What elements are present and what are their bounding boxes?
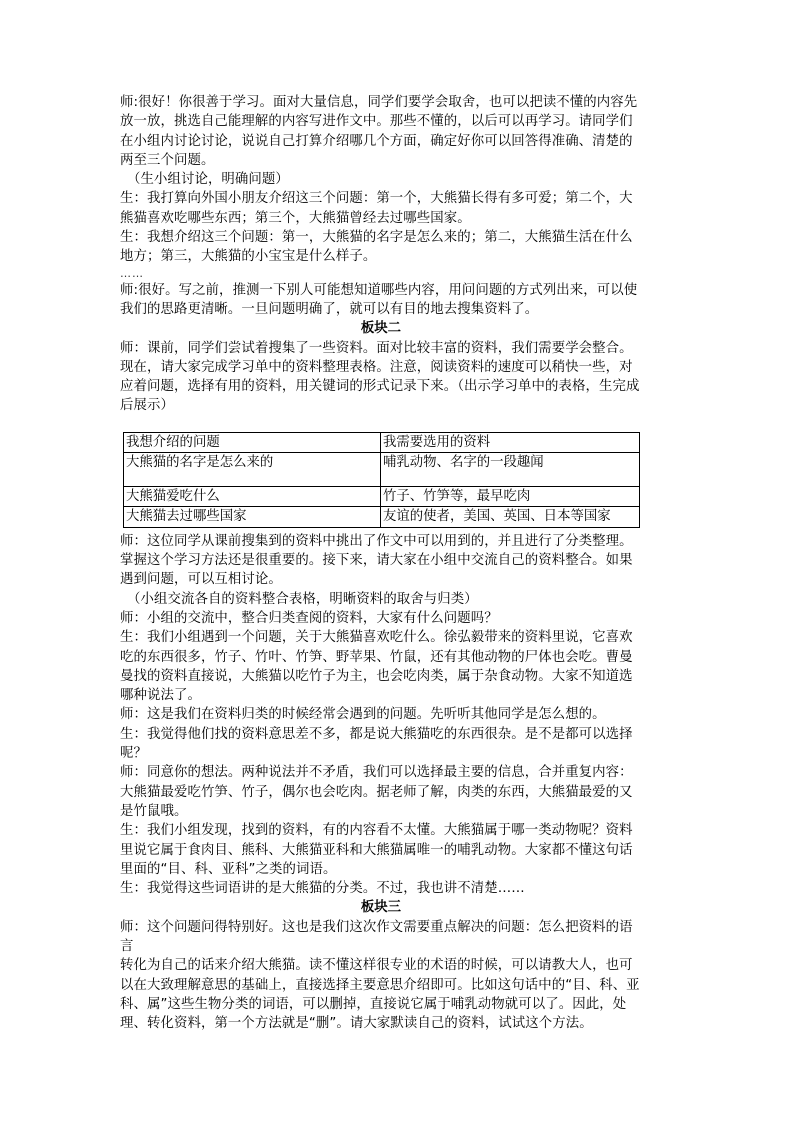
document-body xyxy=(120,93,642,1033)
teacher-paragraph: 师：这个问题问得特别好。这也是我们这次作文需要重点解决的问题：怎么把资料的语言 xyxy=(120,919,633,954)
material-table-wrapper xyxy=(123,432,640,528)
student-paragraph: 生：我想介绍这三个问题：第一，大熊猫的名字是怎么来的；第二，大熊猫生活在什么地方；第三，大熊猫的小宝宝是什么样子。 xyxy=(120,230,633,265)
table-header-row xyxy=(124,432,640,452)
section-heading-3: 板块三 xyxy=(360,900,402,916)
table-cell: 竹子、竹笋等，最早吃肉 xyxy=(381,486,640,506)
material-table xyxy=(123,432,640,528)
table-row xyxy=(124,486,640,506)
teacher-paragraph: 师:很好。写之前，推测一下别人可能想知道哪些内容，用问问题的方式列出来，可以使我们的思路更清晰。一旦问题明确了，就可以有目的地去搜集资料了。 xyxy=(120,282,638,317)
table-header-cell: 我想介绍的问题 xyxy=(124,432,381,452)
table-cell: 大熊猫去过哪些国家 xyxy=(124,506,381,527)
student-paragraph: 生：我们小组发现，找到的资料，有的内容看不太懂。大熊猫属于哪一类动物呢？资料里说它属于食肉目、熊科、大熊猫亚科和大熊猫属唯一的哺乳动物。大家都不懂这句话里面的“目、科、亚科”之类的词语。 xyxy=(120,823,633,877)
stage-direction: （生小组讨论，明确问题） xyxy=(127,172,289,188)
stage-direction: （小组交流各自的资料整合表格，明晰资料的取舍与归类） xyxy=(127,591,478,607)
ellipsis: …… xyxy=(120,266,144,280)
section-heading-2: 板块二 xyxy=(360,321,402,337)
table-cell: 大熊猫爱吃什么 xyxy=(124,486,381,506)
table-cell: 大熊猫的名字是怎么来的 xyxy=(124,452,381,486)
student-paragraph: 生：我打算向外国小朋友介绍这三个问题：第一个，大熊猫长得有多可爱；第二个，大熊猫喜欢吃哪些东西；第三个，大熊猫曾经去过哪些国家。 xyxy=(120,191,633,226)
teacher-paragraph: 师：这位同学从课前搜集到的资料中挑出了作文中可以用到的，并且进行了分类整理。掌握这个学习方法还是很重要的。接下来，请大家在小组中交流自己的资料整合。如果遇到问题，可以互相讨论。 xyxy=(120,533,633,588)
student-paragraph: 生：我觉得这些词语讲的是大熊猫的分类。不过，我也讲不清楚…… xyxy=(120,881,525,897)
teacher-paragraph: 师：这是我们在资料归类的时候经常会遇到的问题。先听听其他同学是怎么想的。 xyxy=(120,707,606,723)
teacher-paragraph: 转化为自己的话来介绍大熊猫。读不懂这样很专业的术语的时候，可以请教大人，也可以在大致理解意思的基础上，直接选择主要意思介绍即可。比如这句话中的“目、科、亚科、属”这些生物分类的词语，可以删掉，直接说它属于哺乳动物就可以了。因此，处理、转化资料，第一个方法就是“删”。请大家默读自己的资料，试试这个方法。 xyxy=(120,958,640,1032)
teacher-paragraph: 师：小组的交流中，整合归类查阅的资料，大家有什么问题吗？ xyxy=(120,610,498,626)
teacher-paragraph: 师:很好！你很善于学习。面对大量信息，同学们要学会取舍，也可以把读不懂的内容先放一放，挑选自己能理解的内容写进作文中。那些不懂的，以后可以再学习。请同学们在小组内讨论讨论，说说自己打算介绍哪几个方面，确定好你可以回答得准确、清楚的两至三个问题。 xyxy=(120,95,638,168)
table-header-cell: 我需要选用的资料 xyxy=(381,432,640,452)
teacher-paragraph: 师：同意你的想法。两种说法并不矛盾，我们可以选择最主要的信息，合并重复内容：大熊猫最爱吃竹笋、竹子，偶尔也会吃肉。据老师了解，肉类的东西，大熊猫最爱的又是竹鼠哦。 xyxy=(120,765,633,819)
table-cell: 友谊的使者，美国、英国、日本等国家 xyxy=(381,506,640,527)
table-cell: 哺乳动物、名字的一段趣闻 xyxy=(381,452,640,486)
student-paragraph: 生：我觉得他们找的资料意思差不多，都是说大熊猫吃的东西很杂。是不是都可以选择呢？ xyxy=(120,726,633,762)
table-row xyxy=(124,452,640,486)
teacher-paragraph: 师：课前，同学们尝试着搜集了一些资料。面对比较丰富的资料，我们需要学会整合。现在，请大家完成学习单中的资料整理表格。注意，阅读资料的速度可以稍快一些，对应着问题，选择有用的资料，用关键词的形式记录下来。（出示学习单中的表格，生完成后展示） xyxy=(120,340,640,414)
student-paragraph: 生：我们小组遇到一个问题，关于大熊猫喜欢吃什么。徐弘毅带来的资料里说，它喜欢吃的东西很多，竹子、竹叶、竹笋、野苹果、竹鼠，还有其他动物的尸体也会吃。曹曼曼找的资料直接说，大熊猫以吃竹子为主，也会吃肉类，属于杂食动物。大家不知道选哪种说法了。 xyxy=(120,630,633,704)
table-row xyxy=(124,506,640,527)
